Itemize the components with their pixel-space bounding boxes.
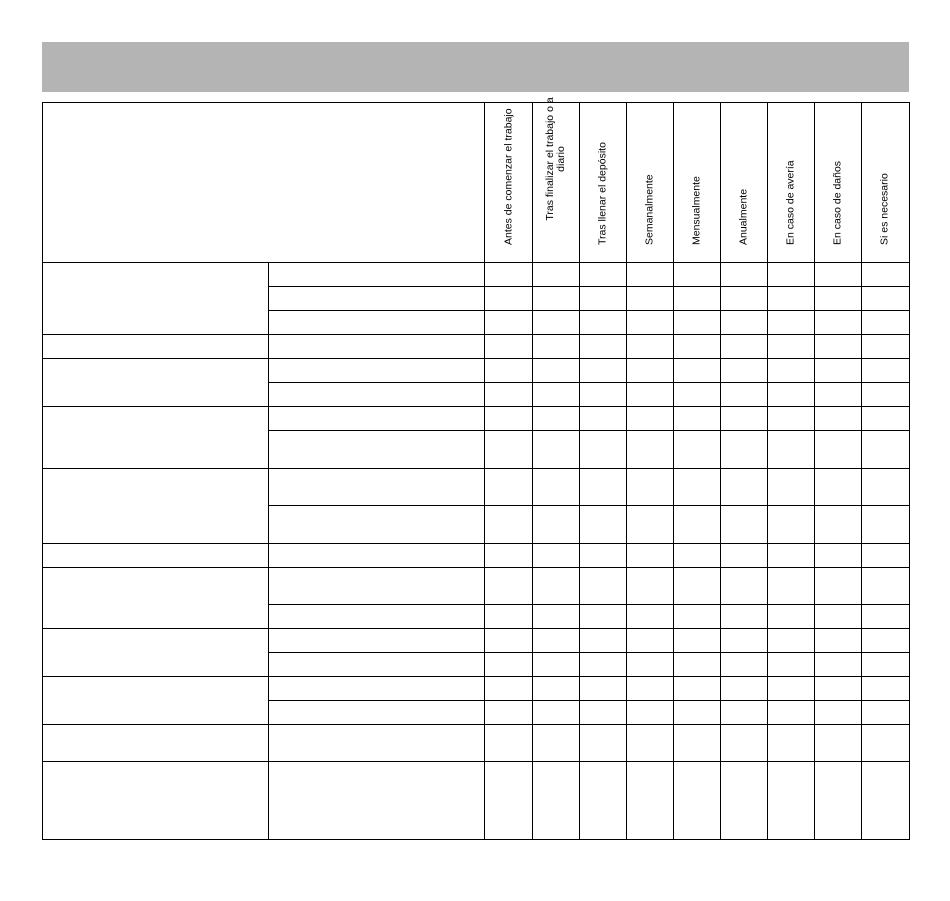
check-cell bbox=[767, 506, 814, 544]
check-cell bbox=[814, 506, 861, 544]
check-cell bbox=[720, 568, 767, 605]
check-cell bbox=[532, 506, 579, 544]
check-cell bbox=[767, 605, 814, 629]
check-cell bbox=[626, 701, 673, 725]
check-cell bbox=[767, 335, 814, 359]
item-cell bbox=[269, 311, 485, 335]
check-cell bbox=[673, 544, 720, 568]
check-cell bbox=[532, 469, 579, 506]
check-cell bbox=[814, 653, 861, 677]
check-cell bbox=[814, 383, 861, 407]
check-cell bbox=[579, 701, 626, 725]
item-cell bbox=[269, 431, 485, 469]
check-cell bbox=[626, 287, 673, 311]
check-cell bbox=[814, 605, 861, 629]
check-cell bbox=[579, 762, 626, 840]
check-cell bbox=[767, 725, 814, 762]
table-row bbox=[43, 407, 910, 431]
check-cell bbox=[861, 605, 909, 629]
check-cell bbox=[814, 335, 861, 359]
check-cell bbox=[579, 359, 626, 383]
check-cell bbox=[673, 287, 720, 311]
column-header-danos: En caso de daños bbox=[814, 103, 861, 263]
check-cell bbox=[626, 311, 673, 335]
check-cell bbox=[767, 568, 814, 605]
check-cell bbox=[579, 544, 626, 568]
check-cell bbox=[579, 629, 626, 653]
group-cell bbox=[43, 677, 269, 725]
column-header-averia: En caso de avería bbox=[767, 103, 814, 263]
check-cell bbox=[532, 359, 579, 383]
check-cell bbox=[720, 359, 767, 383]
check-cell bbox=[861, 677, 909, 701]
check-cell bbox=[485, 359, 532, 383]
check-cell bbox=[814, 629, 861, 653]
check-cell bbox=[767, 629, 814, 653]
check-cell bbox=[532, 287, 579, 311]
check-cell bbox=[626, 762, 673, 840]
check-cell bbox=[861, 311, 909, 335]
group-cell bbox=[43, 544, 269, 568]
check-cell bbox=[814, 359, 861, 383]
check-cell bbox=[626, 469, 673, 506]
check-cell bbox=[673, 431, 720, 469]
check-cell bbox=[673, 568, 720, 605]
check-cell bbox=[673, 677, 720, 701]
check-cell bbox=[814, 762, 861, 840]
check-cell bbox=[532, 431, 579, 469]
check-cell bbox=[626, 629, 673, 653]
check-cell bbox=[532, 677, 579, 701]
table-row bbox=[43, 725, 910, 762]
check-cell bbox=[485, 506, 532, 544]
check-cell bbox=[626, 544, 673, 568]
item-cell bbox=[269, 568, 485, 605]
check-cell bbox=[532, 383, 579, 407]
check-cell bbox=[626, 335, 673, 359]
check-cell bbox=[861, 359, 909, 383]
check-cell bbox=[673, 629, 720, 653]
check-cell bbox=[579, 431, 626, 469]
check-cell bbox=[720, 383, 767, 407]
check-cell bbox=[767, 469, 814, 506]
check-cell bbox=[485, 469, 532, 506]
check-cell bbox=[767, 653, 814, 677]
check-cell bbox=[673, 311, 720, 335]
check-cell bbox=[720, 287, 767, 311]
check-cell bbox=[673, 263, 720, 287]
check-cell bbox=[814, 407, 861, 431]
item-cell bbox=[269, 677, 485, 701]
check-cell bbox=[485, 762, 532, 840]
item-cell bbox=[269, 383, 485, 407]
check-cell bbox=[861, 407, 909, 431]
item-cell bbox=[269, 762, 485, 840]
check-cell bbox=[626, 677, 673, 701]
check-cell bbox=[720, 263, 767, 287]
check-cell bbox=[861, 568, 909, 605]
check-cell bbox=[485, 335, 532, 359]
check-cell bbox=[767, 359, 814, 383]
check-cell bbox=[532, 568, 579, 605]
group-cell bbox=[43, 359, 269, 407]
check-cell bbox=[720, 677, 767, 701]
check-cell bbox=[673, 469, 720, 506]
check-cell bbox=[626, 359, 673, 383]
item-cell bbox=[269, 506, 485, 544]
check-cell bbox=[532, 762, 579, 840]
header-blank-cell bbox=[43, 103, 485, 263]
group-cell bbox=[43, 725, 269, 762]
check-cell bbox=[814, 677, 861, 701]
check-cell bbox=[767, 701, 814, 725]
check-cell bbox=[767, 311, 814, 335]
check-cell bbox=[814, 725, 861, 762]
check-cell bbox=[720, 407, 767, 431]
check-cell bbox=[532, 544, 579, 568]
table-row bbox=[43, 762, 910, 840]
check-cell bbox=[720, 469, 767, 506]
table-row bbox=[43, 544, 910, 568]
check-cell bbox=[673, 506, 720, 544]
check-cell bbox=[814, 544, 861, 568]
check-cell bbox=[532, 701, 579, 725]
group-cell bbox=[43, 629, 269, 677]
check-cell bbox=[626, 653, 673, 677]
check-cell bbox=[720, 762, 767, 840]
check-cell bbox=[626, 263, 673, 287]
maintenance-schedule-table bbox=[42, 97, 910, 840]
check-cell bbox=[532, 335, 579, 359]
table-row bbox=[43, 359, 910, 383]
check-cell bbox=[861, 701, 909, 725]
check-cell bbox=[626, 383, 673, 407]
check-cell bbox=[861, 629, 909, 653]
item-cell bbox=[269, 605, 485, 629]
group-cell bbox=[43, 762, 269, 840]
header-row bbox=[43, 103, 910, 263]
check-cell bbox=[626, 605, 673, 629]
check-cell bbox=[485, 263, 532, 287]
check-cell bbox=[579, 335, 626, 359]
check-cell bbox=[767, 431, 814, 469]
column-header-mensualmente: Mensualmente bbox=[673, 103, 720, 263]
check-cell bbox=[861, 383, 909, 407]
check-cell bbox=[767, 677, 814, 701]
check-cell bbox=[861, 762, 909, 840]
table-row bbox=[43, 677, 910, 701]
check-cell bbox=[626, 568, 673, 605]
item-cell bbox=[269, 544, 485, 568]
group-cell bbox=[43, 407, 269, 469]
table-row bbox=[43, 469, 910, 506]
column-header-semanalmente: Semanalmente bbox=[626, 103, 673, 263]
check-cell bbox=[626, 506, 673, 544]
check-cell bbox=[485, 544, 532, 568]
check-cell bbox=[814, 263, 861, 287]
item-cell bbox=[269, 469, 485, 506]
item-cell bbox=[269, 359, 485, 383]
check-cell bbox=[579, 311, 626, 335]
check-cell bbox=[814, 287, 861, 311]
item-cell bbox=[269, 725, 485, 762]
check-cell bbox=[532, 605, 579, 629]
item-cell bbox=[269, 287, 485, 311]
column-header-tras-llenar: Tras llenar el depósito bbox=[579, 103, 626, 263]
check-cell bbox=[532, 725, 579, 762]
check-cell bbox=[673, 725, 720, 762]
check-cell bbox=[767, 287, 814, 311]
check-cell bbox=[485, 677, 532, 701]
check-cell bbox=[861, 653, 909, 677]
check-cell bbox=[532, 311, 579, 335]
check-cell bbox=[720, 335, 767, 359]
check-cell bbox=[485, 629, 532, 653]
check-cell bbox=[814, 701, 861, 725]
check-cell bbox=[579, 287, 626, 311]
check-cell bbox=[720, 725, 767, 762]
check-cell bbox=[579, 263, 626, 287]
column-header-tras-finalizar: Tras finalizar el trabajo o a diario bbox=[532, 103, 579, 263]
check-cell bbox=[579, 407, 626, 431]
check-cell bbox=[720, 701, 767, 725]
check-cell bbox=[861, 287, 909, 311]
check-cell bbox=[673, 605, 720, 629]
check-cell bbox=[814, 568, 861, 605]
check-cell bbox=[579, 506, 626, 544]
table-row bbox=[43, 335, 910, 359]
item-cell bbox=[269, 335, 485, 359]
check-cell bbox=[532, 407, 579, 431]
check-cell bbox=[532, 629, 579, 653]
check-cell bbox=[485, 431, 532, 469]
check-cell bbox=[532, 263, 579, 287]
check-cell bbox=[767, 383, 814, 407]
check-cell bbox=[673, 762, 720, 840]
column-header-si-necesario: Si es necesario bbox=[861, 103, 909, 263]
check-cell bbox=[579, 469, 626, 506]
check-cell bbox=[861, 544, 909, 568]
check-cell bbox=[720, 653, 767, 677]
check-cell bbox=[861, 431, 909, 469]
group-cell bbox=[43, 469, 269, 544]
check-cell bbox=[579, 677, 626, 701]
check-cell bbox=[861, 335, 909, 359]
check-cell bbox=[626, 431, 673, 469]
table-row bbox=[43, 568, 910, 605]
check-cell bbox=[579, 605, 626, 629]
check-cell bbox=[579, 725, 626, 762]
item-cell bbox=[269, 629, 485, 653]
check-cell bbox=[485, 287, 532, 311]
check-cell bbox=[861, 725, 909, 762]
check-cell bbox=[767, 263, 814, 287]
check-cell bbox=[485, 605, 532, 629]
check-cell bbox=[767, 407, 814, 431]
item-cell bbox=[269, 701, 485, 725]
check-cell bbox=[579, 383, 626, 407]
check-cell bbox=[485, 311, 532, 335]
check-cell bbox=[720, 544, 767, 568]
check-cell bbox=[485, 725, 532, 762]
check-cell bbox=[673, 407, 720, 431]
item-cell bbox=[269, 653, 485, 677]
column-header-antes: Antes de comenzar el trabajo bbox=[485, 103, 532, 263]
check-cell bbox=[485, 701, 532, 725]
check-cell bbox=[720, 506, 767, 544]
check-cell bbox=[861, 263, 909, 287]
check-cell bbox=[720, 311, 767, 335]
table-row bbox=[43, 263, 910, 287]
check-cell bbox=[720, 431, 767, 469]
check-cell bbox=[626, 725, 673, 762]
check-cell bbox=[814, 469, 861, 506]
check-cell bbox=[532, 653, 579, 677]
check-cell bbox=[485, 653, 532, 677]
column-header-anualmente: Anualmente bbox=[720, 103, 767, 263]
check-cell bbox=[814, 431, 861, 469]
check-cell bbox=[861, 506, 909, 544]
group-cell bbox=[43, 263, 269, 335]
check-cell bbox=[861, 469, 909, 506]
check-cell bbox=[673, 653, 720, 677]
title-bar bbox=[42, 42, 909, 92]
check-cell bbox=[720, 629, 767, 653]
item-cell bbox=[269, 407, 485, 431]
check-cell bbox=[673, 335, 720, 359]
check-cell bbox=[579, 653, 626, 677]
check-cell bbox=[673, 359, 720, 383]
check-cell bbox=[673, 383, 720, 407]
group-cell bbox=[43, 335, 269, 359]
check-cell bbox=[485, 407, 532, 431]
check-cell bbox=[767, 762, 814, 840]
check-cell bbox=[673, 701, 720, 725]
check-cell bbox=[814, 311, 861, 335]
item-cell bbox=[269, 263, 485, 287]
check-cell bbox=[485, 383, 532, 407]
check-cell bbox=[579, 568, 626, 605]
check-cell bbox=[626, 407, 673, 431]
check-cell bbox=[485, 568, 532, 605]
check-cell bbox=[720, 605, 767, 629]
group-cell bbox=[43, 568, 269, 629]
table-row bbox=[43, 629, 910, 653]
check-cell bbox=[767, 544, 814, 568]
